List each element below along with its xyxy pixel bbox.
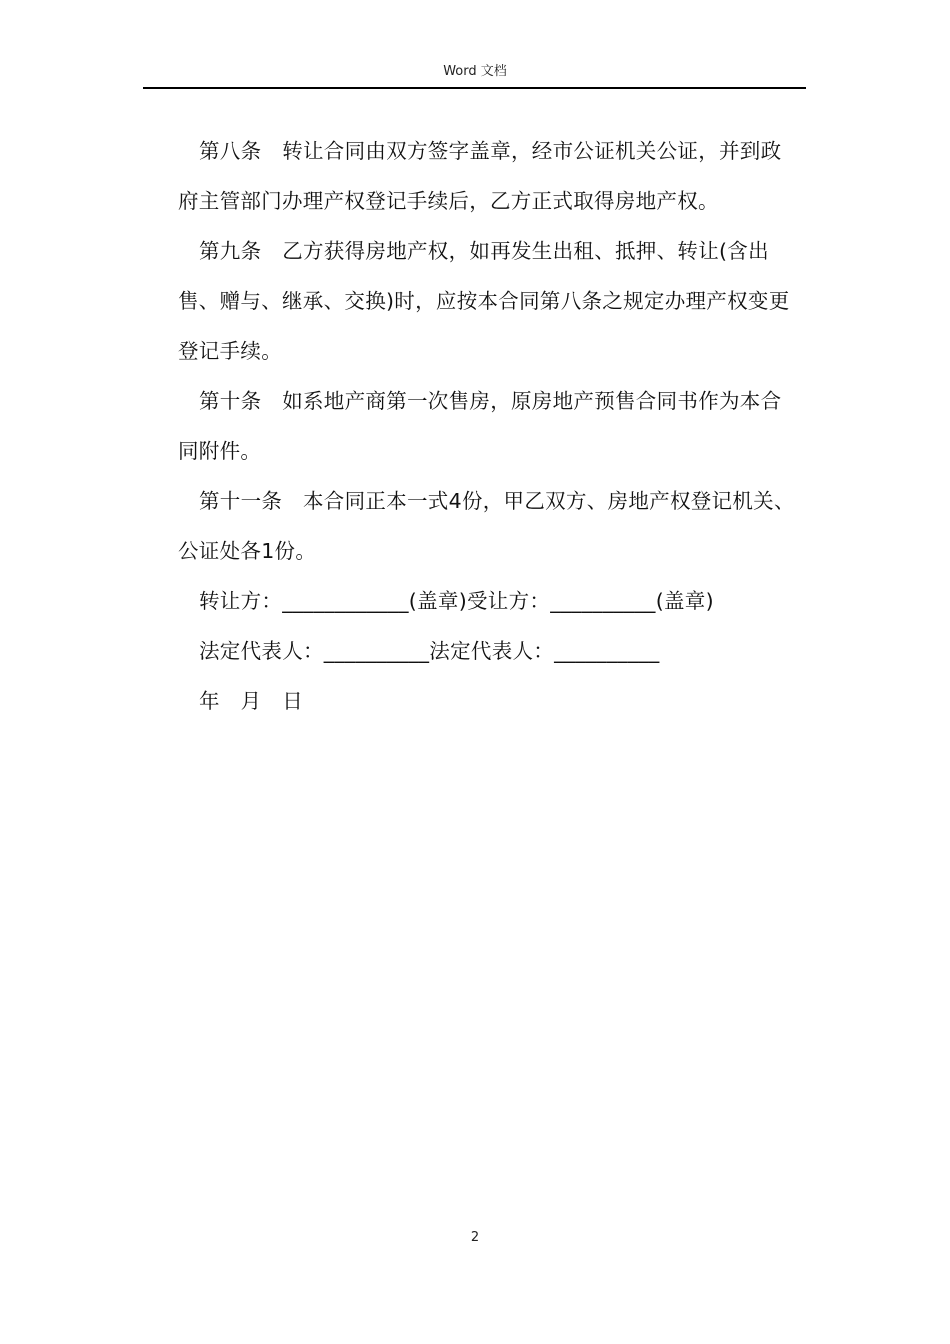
page-header: Word 文档 (443, 64, 507, 79)
article-8: 第八条 转让合同由双方签字盖章，经市公证机关公证，并到政府主管部门办理产权登记手续后，乙方正式取得房地产权。 (178, 139, 782, 213)
article-10: 第十条 如系地产商第一次售房，原房地产预售合同书作为本合同附件。 (178, 389, 782, 463)
signature-date-line: 年 月 日 (199, 689, 303, 713)
document-body (178, 126, 802, 726)
signature-representatives-line: 法定代表人：__________法定代表人：__________ (199, 639, 660, 663)
header-rule (143, 87, 806, 89)
page-number: 2 (470, 1230, 480, 1245)
article-11: 第十一条 本合同正本一式4份，甲乙双方、房地产权登记机关、公证处各1份。 (178, 489, 795, 563)
signature-parties-line: 转让方：____________(盖章)受让方：__________(盖章) (199, 589, 714, 613)
article-9: 第九条 乙方获得房地产权，如再发生出租、抵押、转让(含出售、赠与、继承、交换)时，应按本合同第八条之规定办理产权变更登记手续。 (178, 239, 790, 363)
